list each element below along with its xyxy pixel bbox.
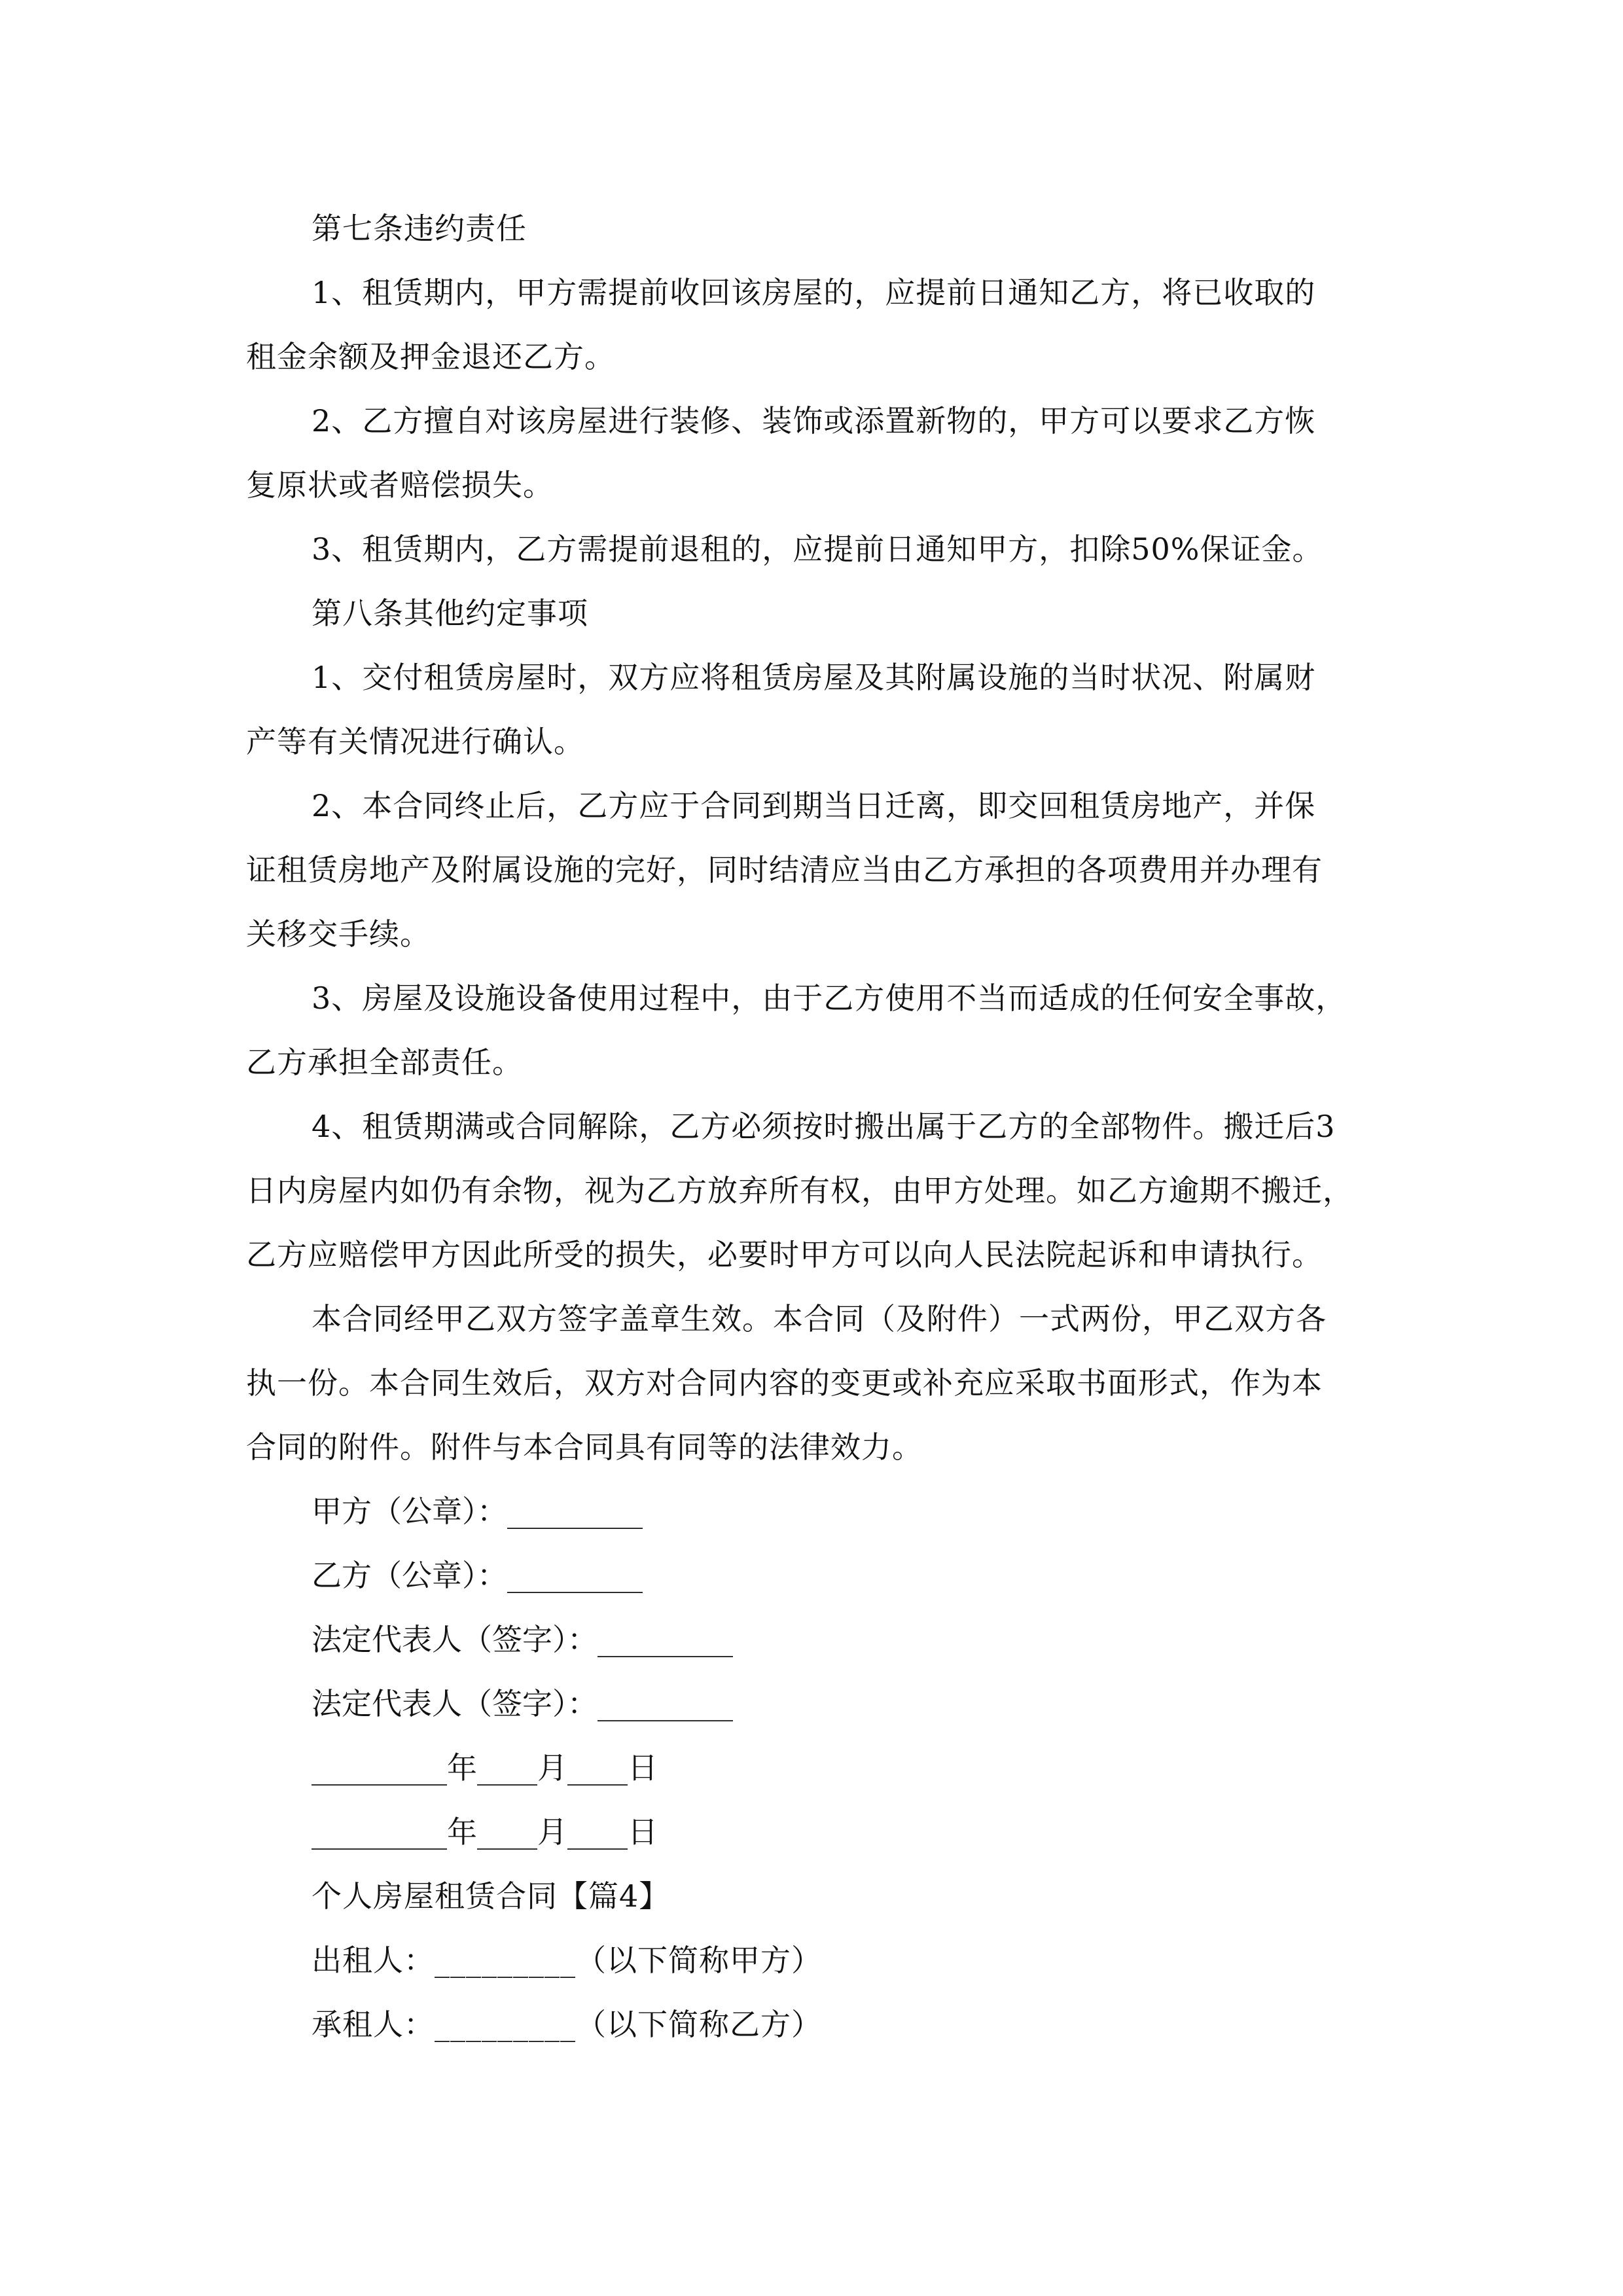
lessor-line: 出租人：_________（以下简称甲方） <box>312 1943 822 1978</box>
article-8-item-2: 2、本合同终止后，乙方应于合同到期当日迁离，即交回租赁房地产，并保 <box>312 788 1316 823</box>
article-8-item-3: 3、房屋及设施设备使用过程中，由于乙方使用不当而适成的任何安全事故， <box>312 980 1347 1016</box>
article-7-item-2: 2、乙方擅自对该房屋进行装修、装饰或添置新物的，甲方可以要求乙方恢 <box>312 403 1316 439</box>
article-8-item-4-cont: 日内房屋内如仍有余物，视为乙方放弃所有权，由甲方处理。如乙方逾期不搬迁， <box>246 1173 1353 1208</box>
article-7-item-1-cont: 租金余额及押金退还乙方。 <box>246 339 615 374</box>
date-line-1: _________年____月____日 <box>312 1750 658 1785</box>
article-8-heading: 第八条其他约定事项 <box>312 596 588 631</box>
article-8-item-2-cont-2: 关移交手续。 <box>246 916 431 952</box>
next-contract-title: 个人房屋租赁合同【篇4】 <box>312 1878 670 1914</box>
article-8-item-4-cont-2: 乙方应赔偿甲方因此所受的损失，必要时甲方可以向人民法院起诉和申请执行。 <box>246 1237 1323 1272</box>
lessee-line: 承租人：_________（以下简称乙方） <box>312 2007 822 2042</box>
article-8-item-1: 1、交付租赁房屋时，双方应将租赁房屋及其附属设施的当时状况、附属财 <box>312 660 1316 695</box>
party-a-seal-line: 甲方（公章）：_________ <box>312 1494 643 1529</box>
article-8-item-1-cont: 产等有关情况进行确认。 <box>246 724 584 759</box>
closing-paragraph-cont-2: 合同的附件。附件与本合同具有同等的法律效力。 <box>246 1429 923 1465</box>
article-7-item-1: 1、租赁期内，甲方需提前收回该房屋的，应提前日通知乙方，将已收取的 <box>312 275 1316 310</box>
party-b-seal-line: 乙方（公章）：_________ <box>312 1558 643 1593</box>
legal-rep-signature-2: 法定代表人（签字）：_________ <box>312 1686 733 1721</box>
article-7-item-3: 3、租赁期内，乙方需提前退租的，应提前日通知甲方，扣除50%保证金。 <box>312 531 1323 567</box>
closing-paragraph: 本合同经甲乙双方签字盖章生效。本合同（及附件）一式两份，甲乙双方各 <box>312 1301 1327 1336</box>
closing-paragraph-cont: 执一份。本合同生效后，双方对合同内容的变更或补充应采取书面形式，作为本 <box>246 1365 1323 1401</box>
date-line-2: _________年____月____日 <box>312 1814 658 1850</box>
document-page <box>246 196 1385 2056</box>
article-7-heading: 第七条违约责任 <box>312 211 527 246</box>
article-7-item-2-cont: 复原状或者赔偿损失。 <box>246 467 554 503</box>
article-8-item-3-cont: 乙方承担全部责任。 <box>246 1045 523 1080</box>
legal-rep-signature-1: 法定代表人（签字）：_________ <box>312 1622 733 1657</box>
article-8-item-2-cont: 证租赁房地产及附属设施的完好，同时结清应当由乙方承担的各项费用并办理有 <box>246 852 1323 888</box>
article-8-item-4: 4、租赁期满或合同解除，乙方必须按时搬出属于乙方的全部物件。搬迁后3 <box>312 1109 1336 1144</box>
